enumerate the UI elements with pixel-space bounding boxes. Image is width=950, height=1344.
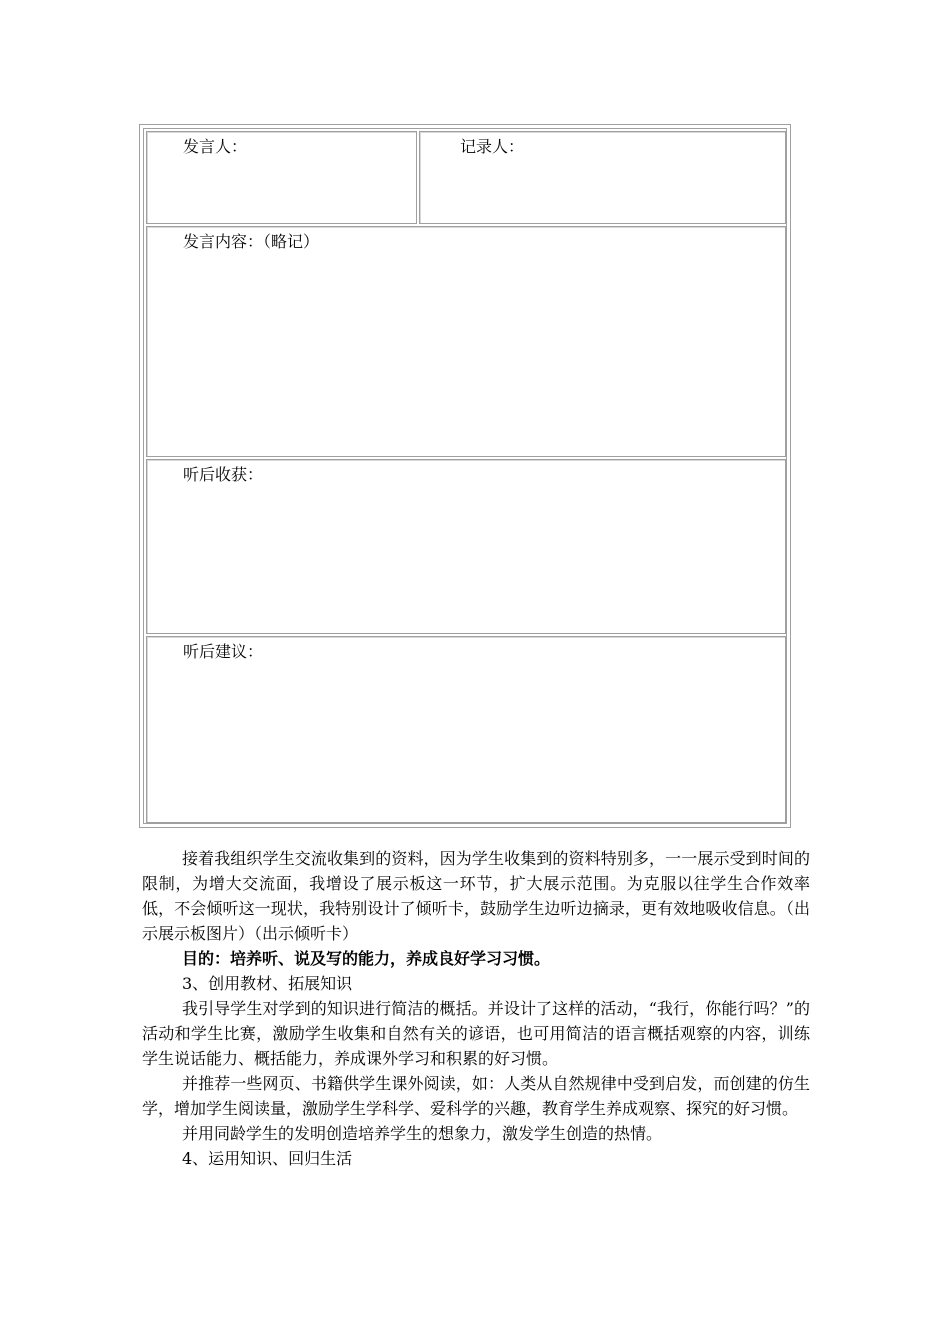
recorder-cell <box>419 131 786 224</box>
gains-label: 听后收获： <box>183 465 264 484</box>
suggestions-label: 听后建议： <box>183 642 264 661</box>
section-heading-3: 3、创用教材、拓展知识 <box>182 974 353 993</box>
paragraph-inventions: 并用同龄学生的发明创造培养学生的想象力，激发学生创造的热情。 <box>182 1124 663 1143</box>
paragraph-summarize: 我引导学生对学到的知识进行简洁的概括。并设计了这样的活动，“我行，你能行吗？”的活动和学生比赛，激励学生收集和自然有关的谚语，也可用简洁的语言概括观察的内容，训练学生说话能力、概括能力，养成课外学习和积累的好习惯。 <box>142 999 810 1068</box>
paragraph-purpose: 目的：培养听、说及写的能力，养成良好学习习惯。 <box>182 949 551 968</box>
gains-cell <box>146 459 786 634</box>
listening-card-table <box>139 124 791 828</box>
content-label: 发言内容：（略记） <box>183 232 320 251</box>
recorder-label: 记录人： <box>460 137 525 156</box>
paragraph-recommend: 并推荐一些网页、书籍供学生课外阅读，如：人类从自然规律中受到启发，而创建的仿生学，增加学生阅读量，激励学生学科学、爱科学的兴趣，教育学生养成观察、探究的好习惯。 <box>142 1074 810 1118</box>
speaker-label: 发言人： <box>183 137 248 156</box>
section-heading-4: 4、运用知识、回归生活 <box>182 1149 353 1168</box>
suggestions-cell <box>146 636 786 823</box>
speaker-cell <box>146 131 417 224</box>
content-cell <box>146 226 786 457</box>
paragraph-exchange: 接着我组织学生交流收集到的资料，因为学生收集到的资料特别多，一一展示受到时间的限制，为增大交流面，我增设了展示板这一环节，扩大展示范围。为克服以往学生合作效率低，不会倾听这一现状，我特别设计了倾听卡，鼓励学生边听边摘录，更有效地吸收信息。（出示展示板图片）（出示倾听卡） <box>142 849 810 943</box>
body-text <box>142 846 810 1171</box>
